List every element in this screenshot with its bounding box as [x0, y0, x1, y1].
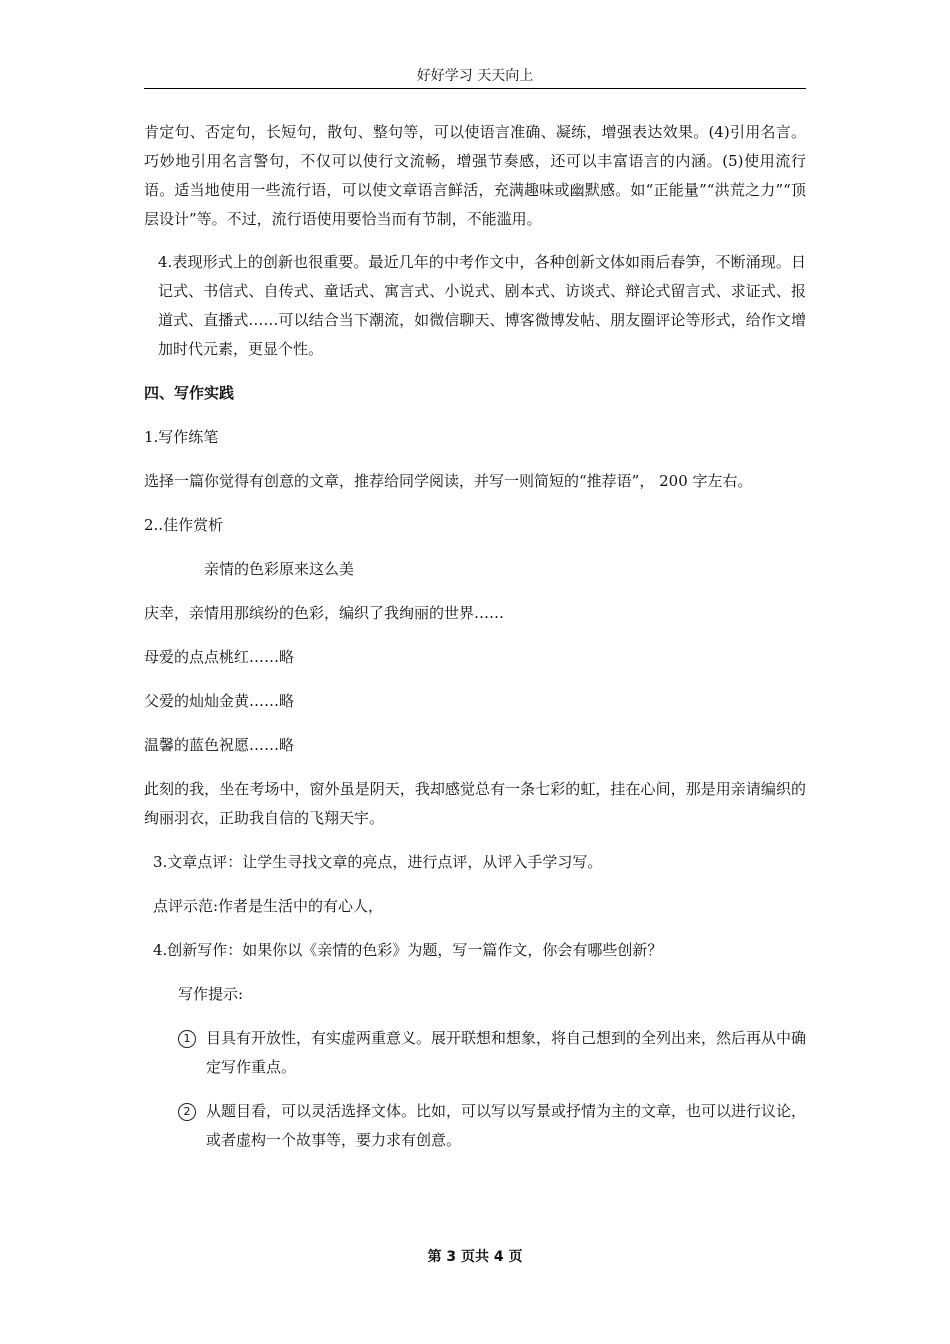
page-footer: 第 3 页共 4 页: [427, 1249, 523, 1265]
subsection-1-text: 选择一篇你觉得有创意的文章，推荐给同学阅读，并写一则简短的“推荐语”， 200 字左右。: [144, 472, 753, 490]
subsection-3-text: 3.文章点评：让学生寻找文章的亮点，进行点评，从评入手学习写。: [153, 853, 603, 871]
list-item: [178, 1024, 806, 1082]
paragraph-form-innovation: 4.表现形式上的创新也很重要。最近几年的中考作文中，各种创新文体如雨后春笋，不断涌现。日记式、书信式、自传式、童话式、寓言式、小说式、剧本式、访谈式、辩论式留言式、求证式、报道式、直播式……可以结合当下潮流，如微信聊天、博客微博发帖、朋友圈评论等形式，给作文增加时代元素，更显个性。: [158, 253, 806, 358]
header-divider: [144, 88, 806, 89]
list-item: [178, 1097, 806, 1155]
essay-line: 此刻的我，坐在考场中，窗外虽是阴天，我却感觉总有一条七彩的虹，挂在心间，那是用亲请编织的绚丽羽衣，正助我自信的飞翔天宇。: [144, 780, 806, 827]
subsection-3-example: 点评示范:作者是生活中的有心人，: [153, 897, 384, 915]
essay-line: 庆幸，亲情用那缤纷的色彩，编织了我绚丽的世界……: [144, 604, 505, 622]
page-header: 好好学习 天天向上: [416, 68, 534, 84]
subsection-4-text: 4.创新写作：如果你以《亲情的色彩》为题，写一篇作文，你会有哪些创新？: [153, 941, 663, 959]
section-heading: 四、写作实践: [144, 384, 235, 402]
document-body: [144, 118, 806, 1155]
writing-tips-title: 写作提示:: [178, 985, 244, 1003]
essay-title: 亲情的色彩原来这么美: [204, 560, 355, 578]
essay-line: 母爱的点点桃红……略: [144, 648, 295, 666]
writing-tips-list: [144, 1024, 806, 1155]
circled-number-icon: 2: [178, 1103, 196, 1121]
subsection-1-title: 1.写作练笔: [144, 428, 219, 446]
essay-line: 父爱的灿灿金黄……略: [144, 692, 295, 710]
subsection-2-title: 2..佳作赏析: [144, 516, 224, 534]
circled-number-icon: 1: [178, 1030, 196, 1048]
essay-line: 温馨的蓝色祝愿……略: [144, 736, 295, 754]
paragraph-language-techniques: 肯定句、否定句，长短句，散句、整句等，可以使语言准确、凝练，增强表达效果。(4)引用名言。巧妙地引用名言警句，不仅可以使行文流畅，增强节奏感，还可以丰富语言的内涵。(5)使用流行语。适当地使用一些流行语，可以使文章语言鲜活，充满趣味或幽默感。如“正能量”“洪荒之力”“顶层设计”等。不过，流行语使用要恰当而有节制，不能滥用。: [144, 123, 806, 228]
tip-text: 从题目看，可以灵活选择文体。比如，可以写以写景或抒情为主的文章，也可以进行议论，或者虚构一个故事等，要力求有创意。: [206, 1102, 807, 1149]
tip-text: 目具有开放性，有实虚两重意义。展开联想和想象，将自己想到的全列出来，然后再从中确定写作重点。: [206, 1029, 807, 1076]
